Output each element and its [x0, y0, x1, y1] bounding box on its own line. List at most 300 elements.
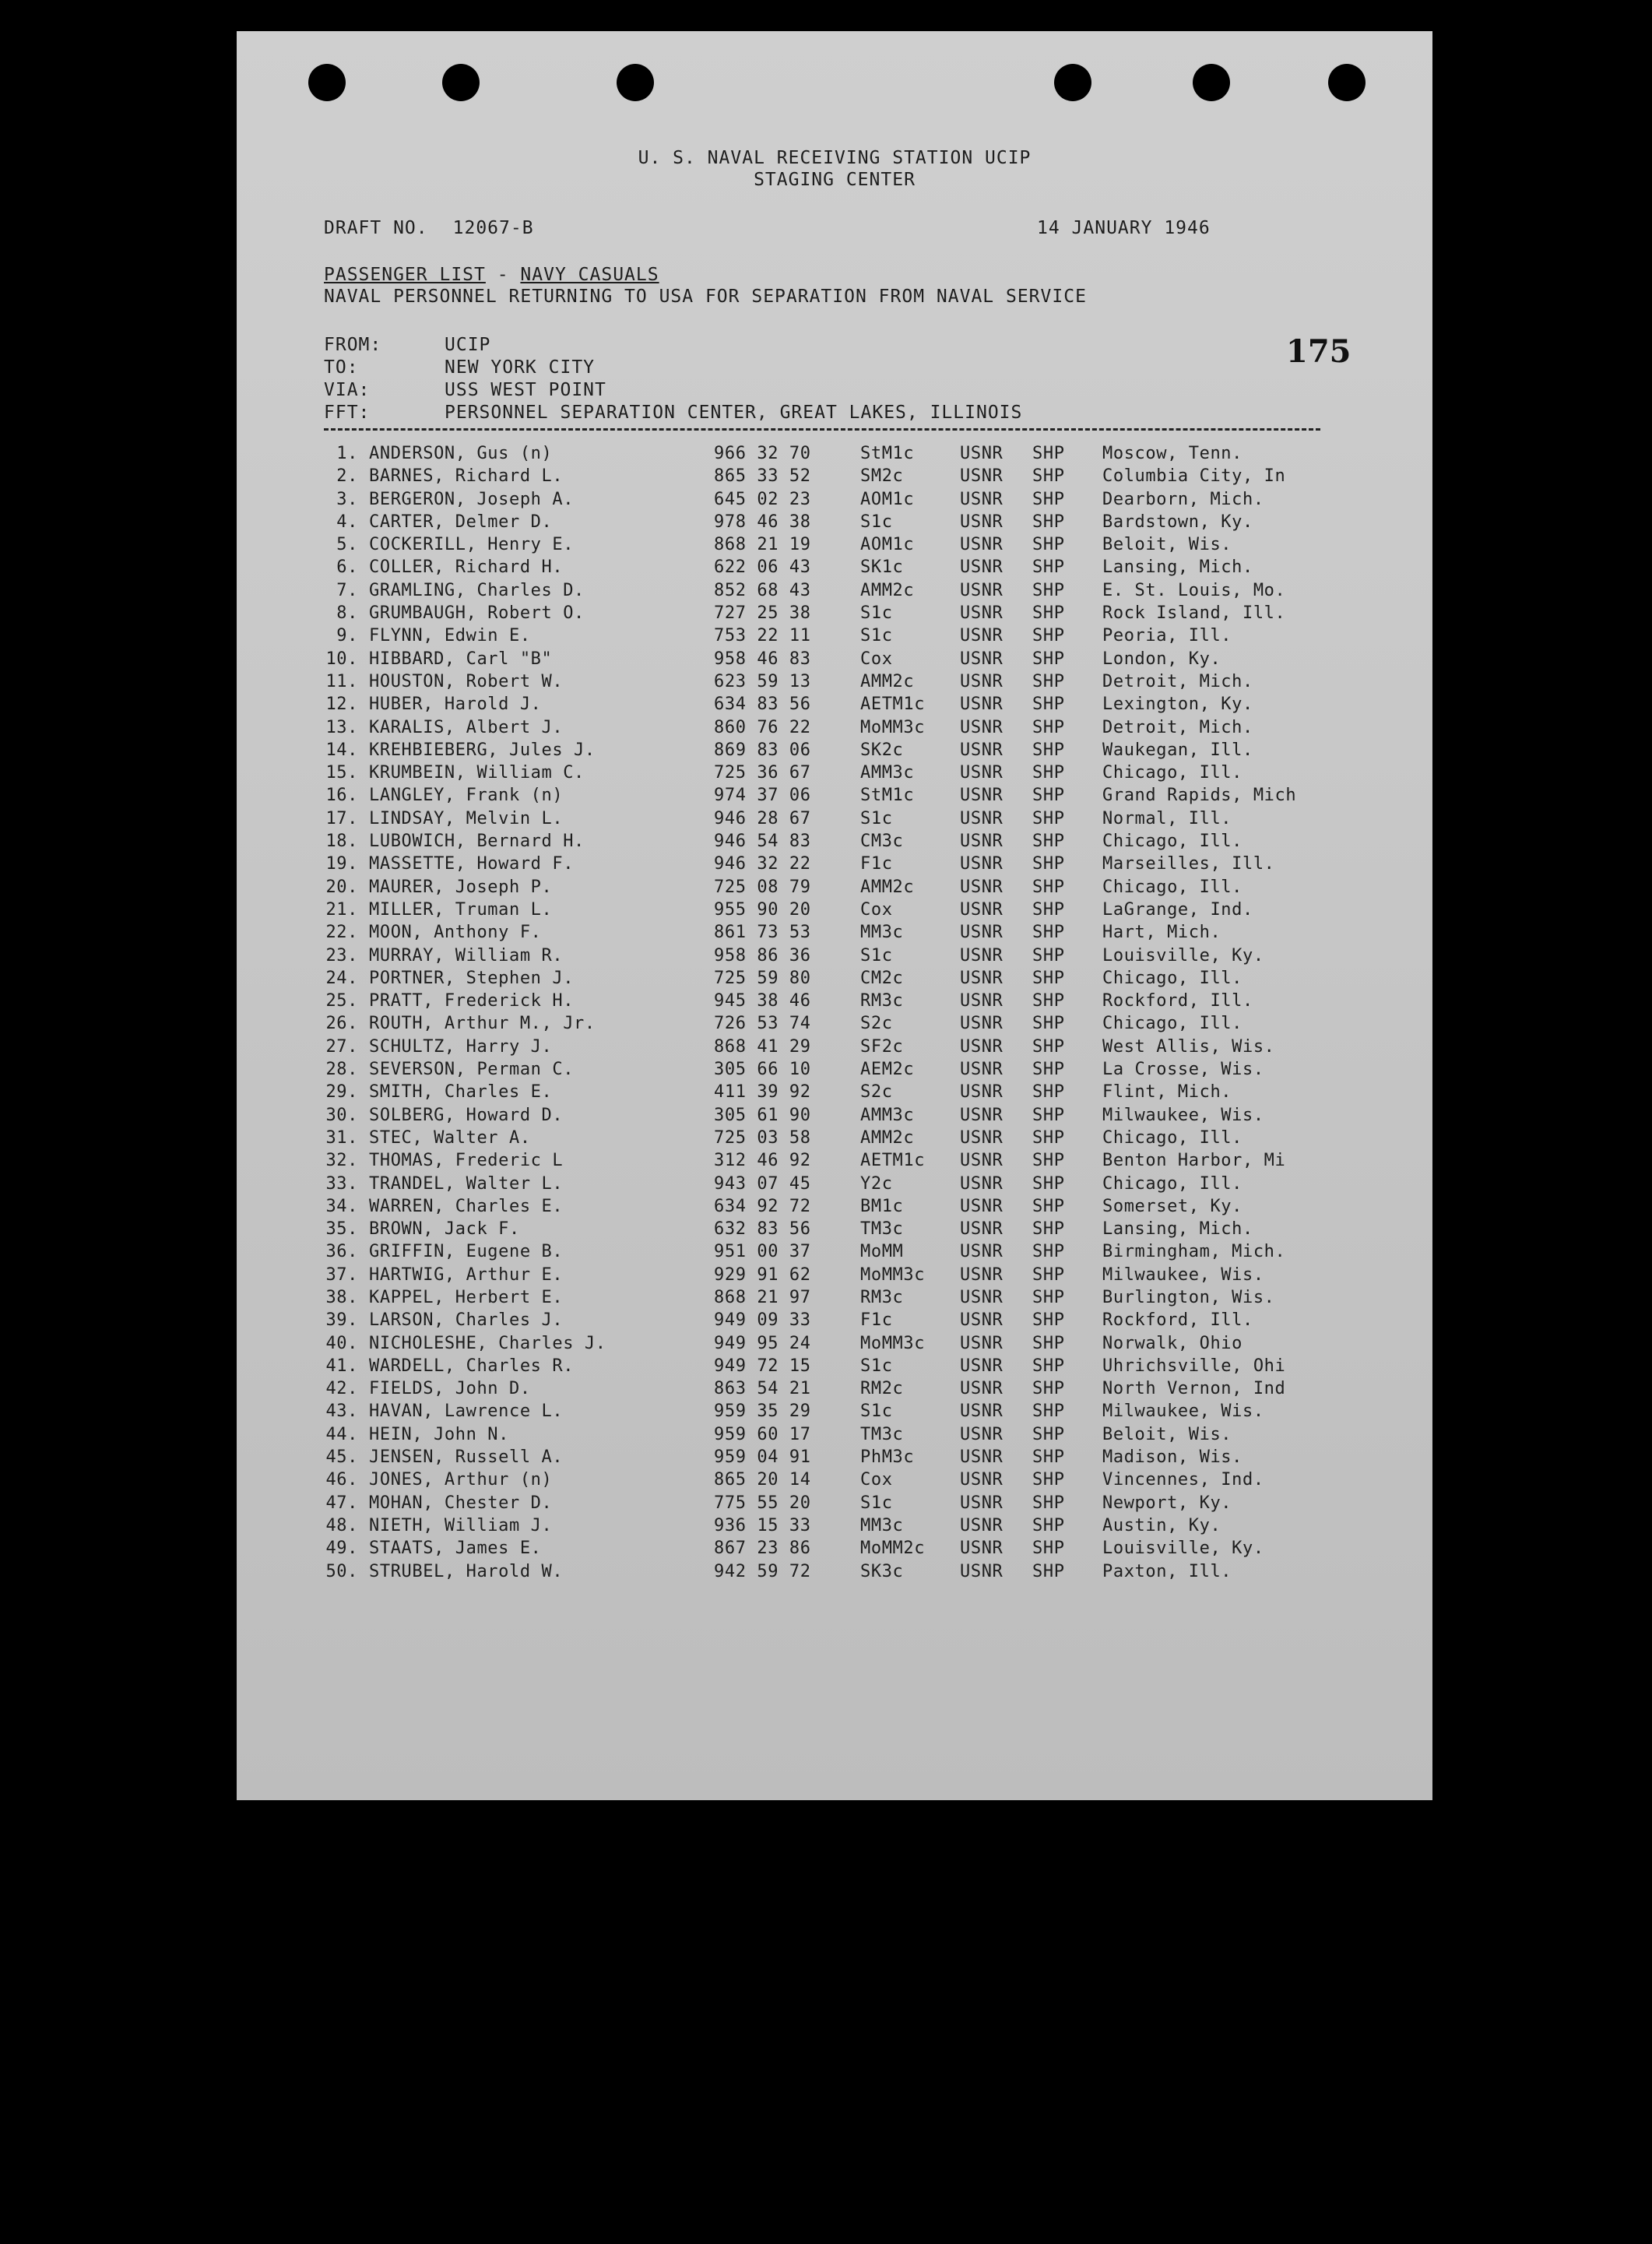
person-name: WARREN, Charles E. [369, 1196, 564, 1216]
row-number: 13. [325, 717, 358, 737]
service-number: 725 59 80 [714, 968, 811, 988]
row-number: 30. [325, 1105, 358, 1125]
hometown: Uhrichsville, Ohi [1102, 1356, 1286, 1376]
service-number: 411 39 92 [714, 1082, 811, 1103]
branch: USNR [960, 717, 1004, 737]
branch: USNR [960, 1036, 1004, 1057]
rating: AEM2c [860, 1060, 915, 1080]
status-code: SHP [1032, 945, 1065, 965]
row-number: 9. [336, 626, 358, 646]
row-number: 34. [325, 1196, 358, 1216]
rating: AMM3c [860, 1105, 915, 1125]
hometown: Chicago, Ill. [1102, 1014, 1243, 1034]
route-to: TO: NEW YORK CITY [324, 357, 596, 378]
status-code: SHP [1032, 1242, 1065, 1262]
document-page [237, 31, 1432, 1800]
service-number: 949 72 15 [714, 1356, 811, 1376]
person-name: PORTNER, Stephen J. [369, 968, 575, 988]
person-name: HOUSTON, Robert W. [369, 671, 564, 691]
rating: Cox [860, 899, 893, 920]
rating: AMM3c [860, 763, 915, 783]
hometown: Hart, Mich. [1102, 923, 1221, 943]
station-heading: U. S. NAVAL RECEIVING STATION UCIP [638, 148, 1032, 168]
service-number: 951 00 37 [714, 1242, 811, 1262]
person-name: THOMAS, Frederic L [369, 1151, 564, 1171]
row-number: 35. [325, 1219, 358, 1240]
status-code: SHP [1032, 1287, 1065, 1307]
branch: USNR [960, 1470, 1004, 1490]
row-number: 11. [325, 671, 358, 691]
rating: AMM2c [860, 1127, 915, 1148]
row-number: 18. [325, 832, 358, 852]
person-name: ANDERSON, Gus (n) [369, 444, 553, 463]
status-code: SHP [1032, 1082, 1065, 1103]
service-number: 727 25 38 [714, 603, 811, 624]
person-name: TRANDEL, Walter L. [369, 1173, 564, 1194]
person-name: ROUTH, Arthur M., Jr. [369, 1014, 596, 1034]
person-name: WARDELL, Charles R. [369, 1356, 575, 1376]
status-code: SHP [1032, 1561, 1065, 1581]
rating: Y2c [860, 1173, 893, 1194]
branch: USNR [960, 923, 1004, 943]
rating: AETM1c [860, 1151, 926, 1171]
service-number: 959 04 91 [714, 1447, 811, 1468]
rating: Cox [860, 649, 893, 669]
service-number: 942 59 72 [714, 1561, 811, 1581]
status-code: SHP [1032, 1219, 1065, 1240]
service-number: 929 91 62 [714, 1264, 811, 1285]
document-date: 14 JANUARY 1946 [1037, 218, 1211, 238]
service-number: 868 41 29 [714, 1036, 811, 1057]
service-number: 634 92 72 [714, 1196, 811, 1216]
status-code: SHP [1032, 877, 1065, 897]
status-code: SHP [1032, 923, 1065, 943]
rating: S2c [860, 1082, 893, 1103]
branch: USNR [960, 1151, 1004, 1171]
hometown: Norwalk, Ohio [1102, 1333, 1243, 1353]
status-code: SHP [1032, 671, 1065, 691]
row-number: 22. [325, 923, 358, 943]
branch: USNR [960, 626, 1004, 646]
dashed-divider [324, 428, 1320, 431]
branch: USNR [960, 1515, 1004, 1535]
hometown: Grand Rapids, Mich [1102, 786, 1297, 806]
person-name: GRUMBAUGH, Robert O. [369, 603, 585, 624]
service-number: 622 06 43 [714, 557, 811, 578]
hometown: E. St. Louis, Mo. [1102, 580, 1286, 600]
draft-line [324, 218, 534, 238]
row-number: 37. [325, 1264, 358, 1285]
status-code: SHP [1032, 832, 1065, 852]
hometown: Lansing, Mich. [1102, 557, 1253, 578]
status-code: SHP [1032, 1379, 1065, 1399]
person-name: HEIN, John N. [369, 1424, 509, 1444]
status-code: SHP [1032, 1196, 1065, 1216]
row-number: 24. [325, 968, 358, 988]
hometown: Louisville, Ky. [1102, 1539, 1264, 1559]
service-number: 312 46 92 [714, 1151, 811, 1171]
status-code: SHP [1032, 717, 1065, 737]
service-number: 869 83 06 [714, 740, 811, 760]
hometown: London, Ky. [1102, 649, 1221, 669]
hometown: Chicago, Ill. [1102, 1127, 1243, 1148]
rating: SK1c [860, 557, 904, 578]
person-name: BARNES, Richard L. [369, 466, 564, 487]
branch: USNR [960, 1105, 1004, 1125]
row-number: 16. [325, 786, 358, 806]
person-name: GRIFFIN, Eugene B. [369, 1242, 564, 1262]
hometown: Vincennes, Ind. [1102, 1470, 1264, 1490]
hometown: Birmingham, Mich. [1102, 1242, 1286, 1262]
hometown: Somerset, Ky. [1102, 1196, 1243, 1216]
branch: USNR [960, 1196, 1004, 1216]
hometown: Lansing, Mich. [1102, 1219, 1253, 1240]
service-number: 936 15 33 [714, 1515, 811, 1535]
branch: USNR [960, 1310, 1004, 1331]
row-number: 44. [325, 1424, 358, 1444]
person-name: SMITH, Charles E. [369, 1082, 553, 1103]
status-code: SHP [1032, 649, 1065, 669]
hometown: Rockford, Ill. [1102, 1310, 1253, 1331]
rating: Cox [860, 1470, 893, 1490]
status-code: SHP [1032, 899, 1065, 920]
person-name: MILLER, Truman L. [369, 899, 553, 920]
row-number: 8. [336, 603, 358, 624]
rating: RM2c [860, 1379, 904, 1399]
status-code: SHP [1032, 1173, 1065, 1194]
status-code: SHP [1032, 557, 1065, 578]
service-number: 945 38 46 [714, 991, 811, 1011]
branch: USNR [960, 1060, 1004, 1080]
row-number: 14. [325, 740, 358, 760]
center-heading: STAGING CENTER [754, 170, 916, 190]
rating: TM3c [860, 1219, 904, 1240]
rating: StM1c [860, 786, 915, 806]
service-number: 955 90 20 [714, 899, 811, 920]
row-number: 46. [325, 1470, 358, 1490]
status-code: SHP [1032, 1060, 1065, 1080]
row-number: 25. [325, 991, 358, 1011]
route-from: FROM: UCIP [324, 335, 491, 355]
status-code: SHP [1032, 466, 1065, 487]
status-code: SHP [1032, 626, 1065, 646]
rating: TM3c [860, 1424, 904, 1444]
row-number: 29. [325, 1082, 358, 1103]
service-number: 868 21 97 [714, 1287, 811, 1307]
row-number: 32. [325, 1151, 358, 1171]
hometown: Louisville, Ky. [1102, 945, 1264, 965]
status-code: SHP [1032, 1333, 1065, 1353]
service-number: 753 22 11 [714, 626, 811, 646]
service-number: 946 54 83 [714, 832, 811, 852]
hometown: Flint, Mich. [1102, 1082, 1232, 1103]
branch: USNR [960, 444, 1004, 463]
branch: USNR [960, 671, 1004, 691]
status-code: SHP [1032, 1539, 1065, 1559]
list-title: PASSENGER LIST - NAVY CASUALS [324, 265, 659, 285]
status-code: SHP [1032, 1151, 1065, 1171]
rating: S1c [860, 626, 893, 646]
status-code: SHP [1032, 1515, 1065, 1535]
status-code: SHP [1032, 489, 1065, 509]
service-number: 959 60 17 [714, 1424, 811, 1444]
rating: BM1c [860, 1196, 904, 1216]
service-number: 974 37 06 [714, 786, 811, 806]
status-code: SHP [1032, 1424, 1065, 1444]
status-code: SHP [1032, 808, 1065, 828]
status-code: SHP [1032, 1014, 1065, 1034]
row-number: 40. [325, 1333, 358, 1353]
branch: USNR [960, 1127, 1004, 1148]
person-name: COCKERILL, Henry E. [369, 535, 575, 555]
service-number: 958 86 36 [714, 945, 811, 965]
hometown: West Allis, Wis. [1102, 1036, 1275, 1057]
status-code: SHP [1032, 786, 1065, 806]
hometown: Normal, Ill. [1102, 808, 1232, 828]
hometown: Dearborn, Mich. [1102, 489, 1264, 509]
rating: S1c [860, 512, 893, 532]
status-code: SHP [1032, 1264, 1065, 1285]
rating: AMM2c [860, 877, 915, 897]
rating: SM2c [860, 466, 904, 487]
person-name: MASSETTE, Howard F. [369, 854, 575, 874]
rating: SF2c [860, 1036, 904, 1057]
row-number: 50. [325, 1561, 358, 1581]
route-fft: FFT: PERSONNEL SEPARATION CENTER, GREAT LAKES, ILLINOIS [324, 403, 1023, 423]
service-number: 725 08 79 [714, 877, 811, 897]
status-code: SHP [1032, 1105, 1065, 1125]
hometown: Chicago, Ill. [1102, 968, 1243, 988]
row-number: 43. [325, 1402, 358, 1422]
person-name: GRAMLING, Charles D. [369, 580, 585, 600]
rating: StM1c [860, 444, 915, 463]
hometown: Detroit, Mich. [1102, 671, 1253, 691]
status-code: SHP [1032, 1127, 1065, 1148]
person-name: PRATT, Frederick H. [369, 991, 575, 1011]
person-name: KARALIS, Albert J. [369, 717, 564, 737]
service-number: 775 55 20 [714, 1493, 811, 1513]
service-number: 632 83 56 [714, 1219, 811, 1240]
person-name: FIELDS, John D. [369, 1379, 531, 1399]
row-number: 12. [325, 695, 358, 715]
row-number: 5. [336, 535, 358, 555]
branch: USNR [960, 854, 1004, 874]
branch: USNR [960, 1242, 1004, 1262]
service-number: 867 23 86 [714, 1539, 811, 1559]
rating: S1c [860, 945, 893, 965]
rating: S1c [860, 1356, 893, 1376]
row-number: 42. [325, 1379, 358, 1399]
hometown: Chicago, Ill. [1102, 832, 1243, 852]
service-number: 949 09 33 [714, 1310, 811, 1331]
service-number: 623 59 13 [714, 671, 811, 691]
branch: USNR [960, 580, 1004, 600]
branch: USNR [960, 740, 1004, 760]
person-name: LUBOWICH, Bernard H. [369, 832, 585, 852]
row-number: 49. [325, 1539, 358, 1559]
branch: USNR [960, 535, 1004, 555]
draft-number: 12067-B [452, 218, 534, 238]
hometown: Rock Island, Ill. [1102, 603, 1286, 624]
person-name: HAVAN, Lawrence L. [369, 1402, 564, 1422]
person-name: JENSEN, Russell A. [369, 1447, 564, 1468]
row-number: 33. [325, 1173, 358, 1194]
hometown: Beloit, Wis. [1102, 535, 1232, 555]
service-number: 865 20 14 [714, 1470, 811, 1490]
hometown: La Crosse, Wis. [1102, 1060, 1264, 1080]
person-name: MOHAN, Chester D. [369, 1493, 553, 1513]
punch-hole [1054, 64, 1091, 101]
status-code: SHP [1032, 580, 1065, 600]
status-code: SHP [1032, 535, 1065, 555]
status-code: SHP [1032, 1310, 1065, 1331]
rating: AETM1c [860, 695, 926, 715]
rating: S1c [860, 808, 893, 828]
rating: CM3c [860, 832, 904, 852]
person-name: BROWN, Jack F. [369, 1219, 520, 1240]
status-code: SHP [1032, 763, 1065, 783]
service-number: 959 35 29 [714, 1402, 811, 1422]
row-number: 3. [336, 489, 358, 509]
person-name: JONES, Arthur (n) [369, 1470, 553, 1490]
row-number: 39. [325, 1310, 358, 1331]
status-code: SHP [1032, 1402, 1065, 1422]
rating: MoMM2c [860, 1539, 926, 1559]
rating: MoMM3c [860, 1333, 926, 1353]
row-number: 38. [325, 1287, 358, 1307]
branch: USNR [960, 1447, 1004, 1468]
row-number: 19. [325, 854, 358, 874]
branch: USNR [960, 1219, 1004, 1240]
row-number: 45. [325, 1447, 358, 1468]
rating: S2c [860, 1014, 893, 1034]
rating: MoMM [860, 1242, 904, 1262]
rating: PhM3c [860, 1447, 915, 1468]
person-name: BERGERON, Joseph A. [369, 489, 575, 509]
service-number: 946 28 67 [714, 808, 811, 828]
list-purpose: NAVAL PERSONNEL RETURNING TO USA FOR SEPARATION FROM NAVAL SERVICE [324, 287, 1087, 307]
service-number: 946 32 22 [714, 854, 811, 874]
list-title-main: PASSENGER LIST [324, 265, 486, 285]
branch: USNR [960, 466, 1004, 487]
service-number: 949 95 24 [714, 1333, 811, 1353]
row-number: 31. [325, 1127, 358, 1148]
person-name: NIETH, William J. [369, 1515, 553, 1535]
service-number: 852 68 43 [714, 580, 811, 600]
branch: USNR [960, 1014, 1004, 1034]
rating: AOM1c [860, 489, 915, 509]
rating: SK2c [860, 740, 904, 760]
person-name: KRUMBEIN, William C. [369, 763, 585, 783]
status-code: SHP [1032, 512, 1065, 532]
person-name: STEC, Walter A. [369, 1127, 531, 1148]
branch: USNR [960, 512, 1004, 532]
draft-label: DRAFT NO. [324, 218, 428, 238]
service-number: 868 21 19 [714, 535, 811, 555]
punch-hole [1328, 64, 1366, 101]
person-name: SOLBERG, Howard D. [369, 1105, 564, 1125]
rating: F1c [860, 1310, 893, 1331]
status-code: SHP [1032, 854, 1065, 874]
branch: USNR [960, 1082, 1004, 1103]
status-code: SHP [1032, 1470, 1065, 1490]
service-number: 645 02 23 [714, 489, 811, 509]
branch: USNR [960, 1539, 1004, 1559]
status-code: SHP [1032, 1493, 1065, 1513]
rating: RM3c [860, 991, 904, 1011]
rating: S1c [860, 1402, 893, 1422]
branch: USNR [960, 899, 1004, 920]
hometown: Waukegan, Ill. [1102, 740, 1253, 760]
person-name: LARSON, Charles J. [369, 1310, 564, 1331]
service-number: 725 03 58 [714, 1127, 811, 1148]
punch-hole [308, 64, 346, 101]
service-number: 978 46 38 [714, 512, 811, 532]
branch: USNR [960, 808, 1004, 828]
branch: USNR [960, 489, 1004, 509]
row-number: 48. [325, 1515, 358, 1535]
person-name: LINDSAY, Melvin L. [369, 808, 564, 828]
hometown: Madison, Wis. [1102, 1447, 1243, 1468]
rating: F1c [860, 854, 893, 874]
row-number: 1. [336, 444, 358, 463]
service-number: 634 83 56 [714, 695, 811, 715]
branch: USNR [960, 763, 1004, 783]
service-number: 958 46 83 [714, 649, 811, 669]
person-name: SCHULTZ, Harry J. [369, 1036, 553, 1057]
punch-hole [617, 64, 654, 101]
hometown: Columbia City, In [1102, 466, 1286, 487]
rating: S1c [860, 603, 893, 624]
status-code: SHP [1032, 603, 1065, 624]
person-name: KREHBIEBERG, Jules J. [369, 740, 596, 760]
hometown: Beloit, Wis. [1102, 1424, 1232, 1444]
hometown: Detroit, Mich. [1102, 717, 1253, 737]
route-via: VIA: USS WEST POINT [324, 380, 606, 400]
hometown: Moscow, Tenn. [1102, 444, 1243, 463]
hometown: Milwaukee, Wis. [1102, 1105, 1264, 1125]
hometown: Burlington, Wis. [1102, 1287, 1275, 1307]
branch: USNR [960, 1493, 1004, 1513]
person-name: MAURER, Joseph P. [369, 877, 553, 897]
person-name: SEVERSON, Perman C. [369, 1060, 575, 1080]
hometown: Chicago, Ill. [1102, 877, 1243, 897]
hometown: Lexington, Ky. [1102, 695, 1253, 715]
service-number: 865 33 52 [714, 466, 811, 487]
rating: AMM2c [860, 671, 915, 691]
hometown: LaGrange, Ind. [1102, 899, 1253, 920]
row-number: 17. [325, 808, 358, 828]
rating: MoMM3c [860, 1264, 926, 1285]
rating: MM3c [860, 1515, 904, 1535]
status-code: SHP [1032, 968, 1065, 988]
row-number: 21. [325, 899, 358, 920]
row-number: 47. [325, 1493, 358, 1513]
branch: USNR [960, 945, 1004, 965]
person-name: CARTER, Delmer D. [369, 512, 553, 532]
branch: USNR [960, 832, 1004, 852]
row-number: 26. [325, 1014, 358, 1034]
service-number: 860 76 22 [714, 717, 811, 737]
person-name: MOON, Anthony F. [369, 923, 542, 943]
punch-hole [442, 64, 480, 101]
status-code: SHP [1032, 444, 1065, 463]
service-number: 305 66 10 [714, 1060, 811, 1080]
branch: USNR [960, 1561, 1004, 1581]
row-number: 20. [325, 877, 358, 897]
branch: USNR [960, 603, 1004, 624]
rating: SK3c [860, 1561, 904, 1581]
